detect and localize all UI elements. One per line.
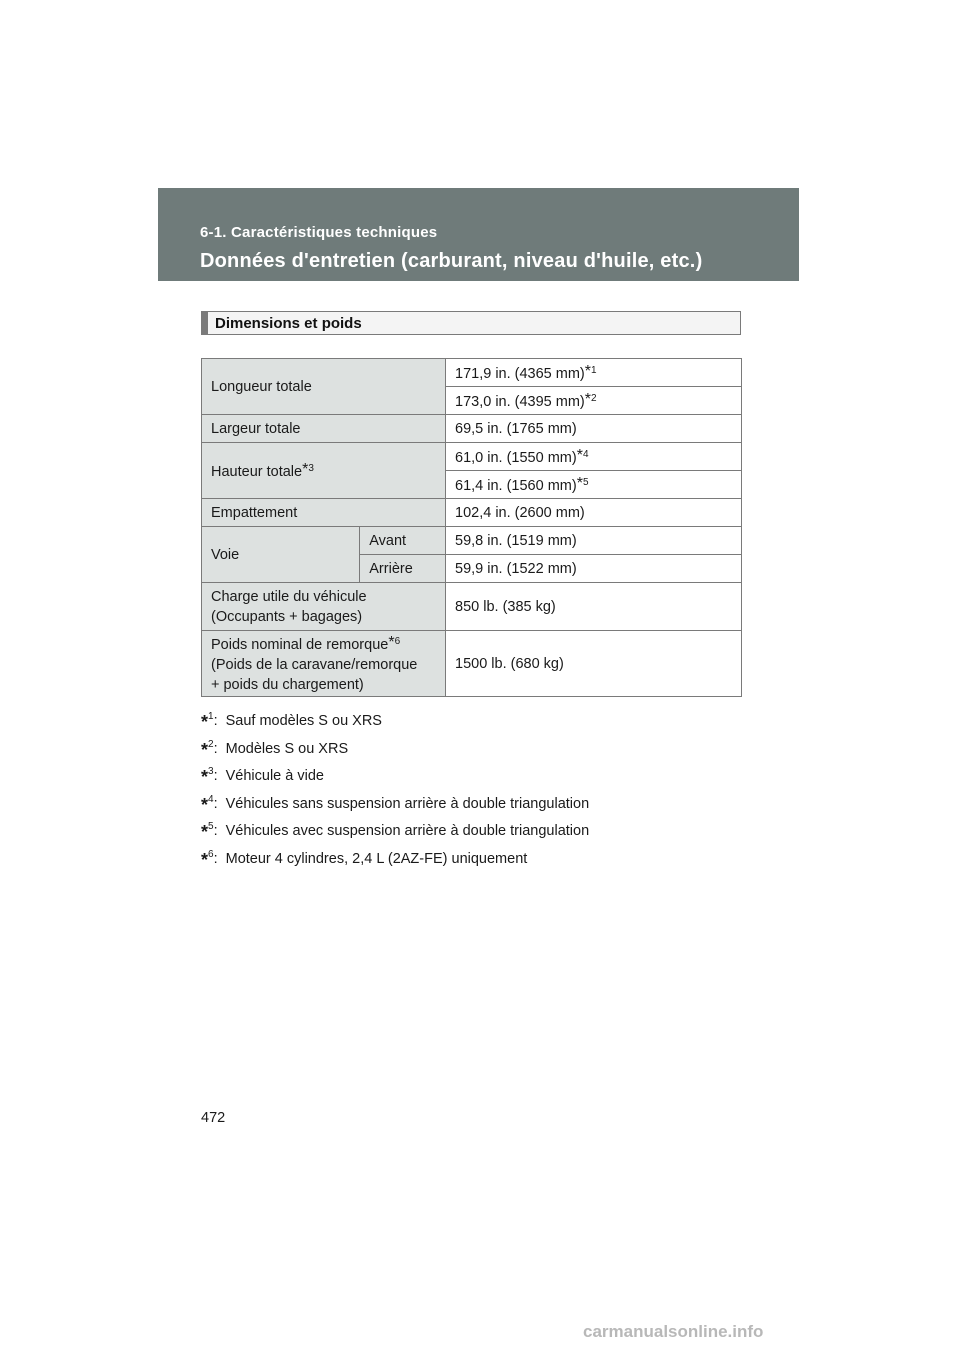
footnote-item: *$^5$: Véhicules avec suspension arrière à double triangulation [201, 821, 590, 842]
cell-charge-value: 850 lb. (385 kg) [446, 583, 742, 631]
table-row [202, 415, 742, 443]
page-header [158, 188, 799, 281]
subheading-box [201, 311, 741, 335]
footnote-item: *$^1$: Sauf modèles S ou XRS [201, 711, 382, 732]
cell-voie-label: Voie [202, 527, 360, 583]
chapter-title: Données d'entretien (carburant, niveau d'huile, etc.) [200, 250, 703, 272]
cell-empattement-label: Empattement [202, 499, 446, 527]
cell-hauteur-1: 61,0 in. (1550 mm)$^{*4}$ [446, 443, 742, 471]
footnote-item: *$^4$: Véhicules sans suspension arrière à double triangulation [201, 793, 590, 815]
table-row [202, 583, 742, 631]
cell-charge-label: Charge utile du véhicule (Occupants + bagages) [202, 583, 446, 631]
cell-remorque-value: 1500 lb. (680 kg) [446, 631, 742, 697]
subheading-bar [202, 312, 208, 334]
cell-empattement-value: 102,4 in. (2600 mm) [446, 499, 742, 527]
footnote-item: *$^6$: Moteur 4 cylindres, 2,4 L (2AZ-FE) uniquement [201, 848, 528, 870]
cell-longueur-label: Longueur totale [202, 359, 446, 415]
cell-hauteur-label: Hauteur totale$^{*3}$ [202, 443, 446, 499]
cell-arriere-value: 59,9 in. (1522 mm) [446, 555, 742, 583]
section-title: 6-1. Caractéristiques techniques [200, 224, 438, 241]
footnote-item: *$^3$: Véhicule à vide [201, 766, 324, 787]
cell-arriere-label: Arrière [360, 555, 446, 583]
footnote-item: *$^2$: Modèles S ou XRS [201, 738, 349, 760]
cell-remorque-label: Poids nominal de remorque$^{*6}$ (Poids de la caravane/remorque + poids du chargement) [202, 631, 446, 697]
footnotes [201, 703, 589, 868]
table-row [202, 631, 742, 697]
cell-longueur-1: 171,9 in. (4365 mm)$^{*1}$ [446, 359, 742, 387]
subheading-title: Dimensions et poids [215, 315, 362, 332]
watermark-text: carmanualsonline.info [583, 1322, 764, 1341]
cell-longueur-2: 173,0 in. (4395 mm)$^{*2}$ [446, 387, 742, 415]
table-row [202, 527, 742, 555]
table-row [202, 443, 742, 471]
spec-table [201, 358, 742, 697]
cell-largeur-label: Largeur totale [202, 415, 446, 443]
page-number: 472 [201, 1110, 226, 1126]
cell-avant-value: 59,8 in. (1519 mm) [446, 527, 742, 555]
table-row [202, 499, 742, 527]
cell-avant-label: Avant [360, 527, 446, 555]
table-row [202, 359, 742, 387]
cell-largeur-value: 69,5 in. (1765 mm) [446, 415, 742, 443]
cell-hauteur-2: 61,4 in. (1560 mm)$^{*5}$ [446, 471, 742, 499]
